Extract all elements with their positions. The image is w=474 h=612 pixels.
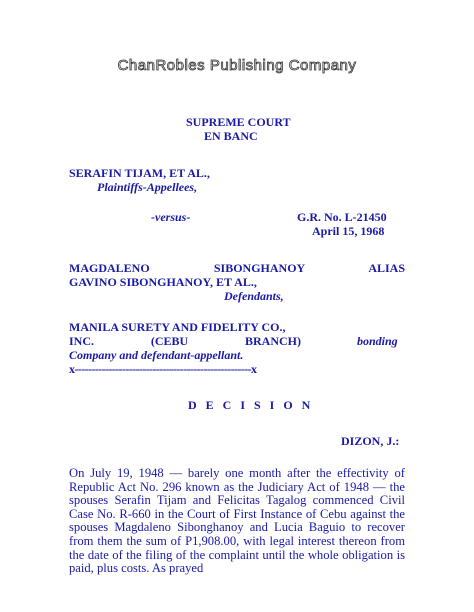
decision-body: On July 19, 1948 — barely one month after the effectivity of Republic Act No. 296 known as the Judiciary Act of 1948 — the spouses Serafin Tijam and Felicitas Tagalog commenced Civil Case No. R-660 in the Court of First Instance of Cebu against the spouses Magdaleno Sibonghanoy and Lucia Baguio to recover from them the sum of P1,908.00, with legal interest thereon from the date of the filing of the complaint until the whole obligation is paid, plus costs. As prayed bbox=[69, 466, 405, 576]
case-date: April 15, 1968 bbox=[312, 224, 385, 238]
publisher-watermark: ChanRobles Publishing Company bbox=[117, 57, 357, 74]
court-division: EN BANC bbox=[204, 129, 258, 143]
versus-label: -versus- bbox=[151, 210, 191, 224]
defendants-line2: GAVINO SIBONGHANOY, ET AL., bbox=[69, 275, 257, 289]
caption-divider: x----------------------------------------------------x bbox=[69, 362, 257, 376]
plaintiffs-role: Plaintiffs-Appellees, bbox=[97, 180, 198, 194]
surety-line3: Company and defendant-appellant. bbox=[69, 348, 244, 362]
ponente: DIZON, J.: bbox=[341, 434, 400, 448]
surety-line2: INC. (CEBU BRANCH) bbox=[69, 334, 301, 348]
decision-heading: D E C I S I O N bbox=[188, 398, 314, 412]
defendants-line1: MAGDALENO SIBONGHANOY ALIAS bbox=[69, 261, 405, 275]
plaintiffs-name: SERAFIN TIJAM, ET AL., bbox=[69, 166, 210, 180]
defendants-role: Defendants, bbox=[224, 289, 284, 303]
case-number: G.R. No. L-21450 bbox=[297, 210, 387, 224]
surety-line2-role: bonding bbox=[357, 334, 398, 348]
surety-line1: MANILA SURETY AND FIDELITY CO., bbox=[69, 320, 286, 334]
court-name: SUPREME COURT bbox=[186, 115, 291, 129]
